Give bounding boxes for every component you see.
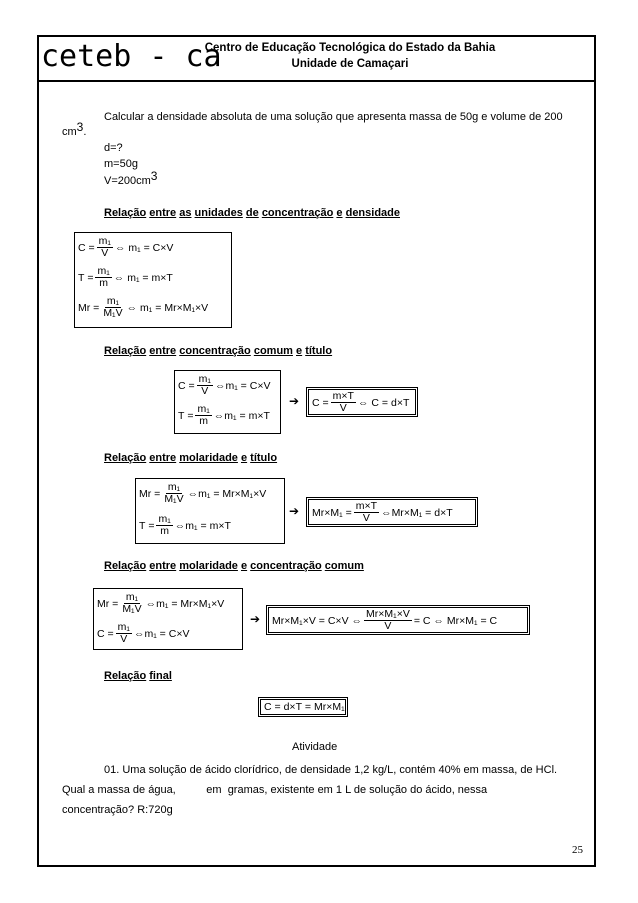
heading-concentration-title: Relação entre concentração comum e título — [104, 345, 333, 357]
arrow-icon: ➔ — [250, 612, 261, 626]
given-d: d=? — [104, 142, 123, 154]
heading-molarity-title: Relação entre molaridade e título — [104, 452, 278, 464]
formula-title: T = $\frac{\text{m₁}}{m}$ ⇔ m₁ = m × T — [78, 265, 173, 289]
institution-name — [200, 40, 500, 72]
formula-box-units — [74, 232, 232, 328]
result-final: C = d × T = Mr × M₁ — [264, 701, 345, 713]
formula-concentration: C = $\frac{\text{m₁}}{V}$ ⇔ m₁ = C × V — [97, 621, 190, 645]
result-box-concentration-title — [306, 387, 418, 417]
formula-molarity: Mr = $\frac{\text{m₁}}{\text{M₁V}}$ ⇔ m₁ = Mr × M₁ × V — [78, 295, 209, 319]
header-separator — [37, 80, 596, 82]
question-line-2: Qual a massa de água, em gramas, existente em 1 L de solução do ácido, nessa — [62, 784, 488, 796]
given-v: V=200cm3 — [104, 169, 158, 187]
result-molarity-density: Mr × M₁ = $\frac{m\times T}{V}$ ⇔ Mr × M₁ = d × T — [312, 500, 453, 524]
result-box-molarity-concentration — [266, 605, 530, 635]
formula-box-molarity-concentration — [93, 588, 243, 650]
page-number: 25 — [572, 844, 583, 856]
formula-title: T = $\frac{\text{m₁}}{m}$ ⇔ m₁ = m × T — [139, 513, 231, 537]
result-molarity-concentration: Mr × M₁ × V = C × V ⇔ $\frac{\text{Mr×M₁×V}}{V}$ = C ⇔ Mr × M₁ = C — [272, 608, 498, 632]
activity-question-1 — [62, 760, 582, 820]
intro-line-1: Calcular a densidade absoluta de uma solução que apresenta massa de 50g e volume de 200 — [104, 111, 563, 123]
arrow-icon: ➔ — [289, 394, 300, 408]
formula-concentration: C = $\frac{\text{m₁}}{V}$ ⇔ m₁ = C × V — [78, 235, 174, 259]
activity-title: Atividade — [292, 741, 338, 753]
formula-title: T = $\frac{\text{m₁}}{m}$ ⇔ m₁ = m × T — [178, 403, 270, 427]
formula-concentration: C = $\frac{\text{m₁}}{V}$ ⇔ m₁ = C × V — [178, 373, 271, 397]
formula-box-molarity-title — [135, 478, 285, 544]
formula-box-concentration-title — [174, 370, 281, 434]
logo: ceteb - ca — [41, 39, 222, 74]
result-box-molarity-title — [306, 497, 478, 527]
given-m: m=50g — [104, 158, 138, 170]
institution-line-1: Centro de Educação Tecnológica do Estado da Bahia — [204, 42, 496, 54]
formula-molarity: Mr = $\frac{\text{m₁}}{\text{M₁V}}$ ⇔ m₁ = Mr × M₁ × V — [139, 481, 267, 505]
result-box-final — [258, 697, 348, 717]
heading-molarity-concentration: Relação entre molaridade e concentração comum — [104, 560, 364, 572]
heading-units-density: Relação entre as unidades de concentração e densidade — [104, 207, 400, 219]
institution-line-2: Unidade de Camaçari — [291, 58, 409, 70]
formula-molarity: Mr = $\frac{\text{m₁}}{\text{M₁V}}$ ⇔ m₁ = Mr × M₁ × V — [97, 591, 225, 615]
arrow-icon: ➔ — [289, 504, 300, 518]
result-concentration-density: C = $\frac{m\times T}{V}$ ⇔ C = d × T — [312, 390, 410, 414]
question-line-1: 01. Uma solução de ácido clorídrico, de densidade 1,2 kg/L, contém 40% em massa, de HCl. — [104, 764, 558, 776]
intro-line-2: cm3. — [62, 120, 87, 138]
question-line-3: concentração? R:720g — [62, 804, 173, 816]
heading-final-relation: Relação final — [104, 670, 172, 682]
